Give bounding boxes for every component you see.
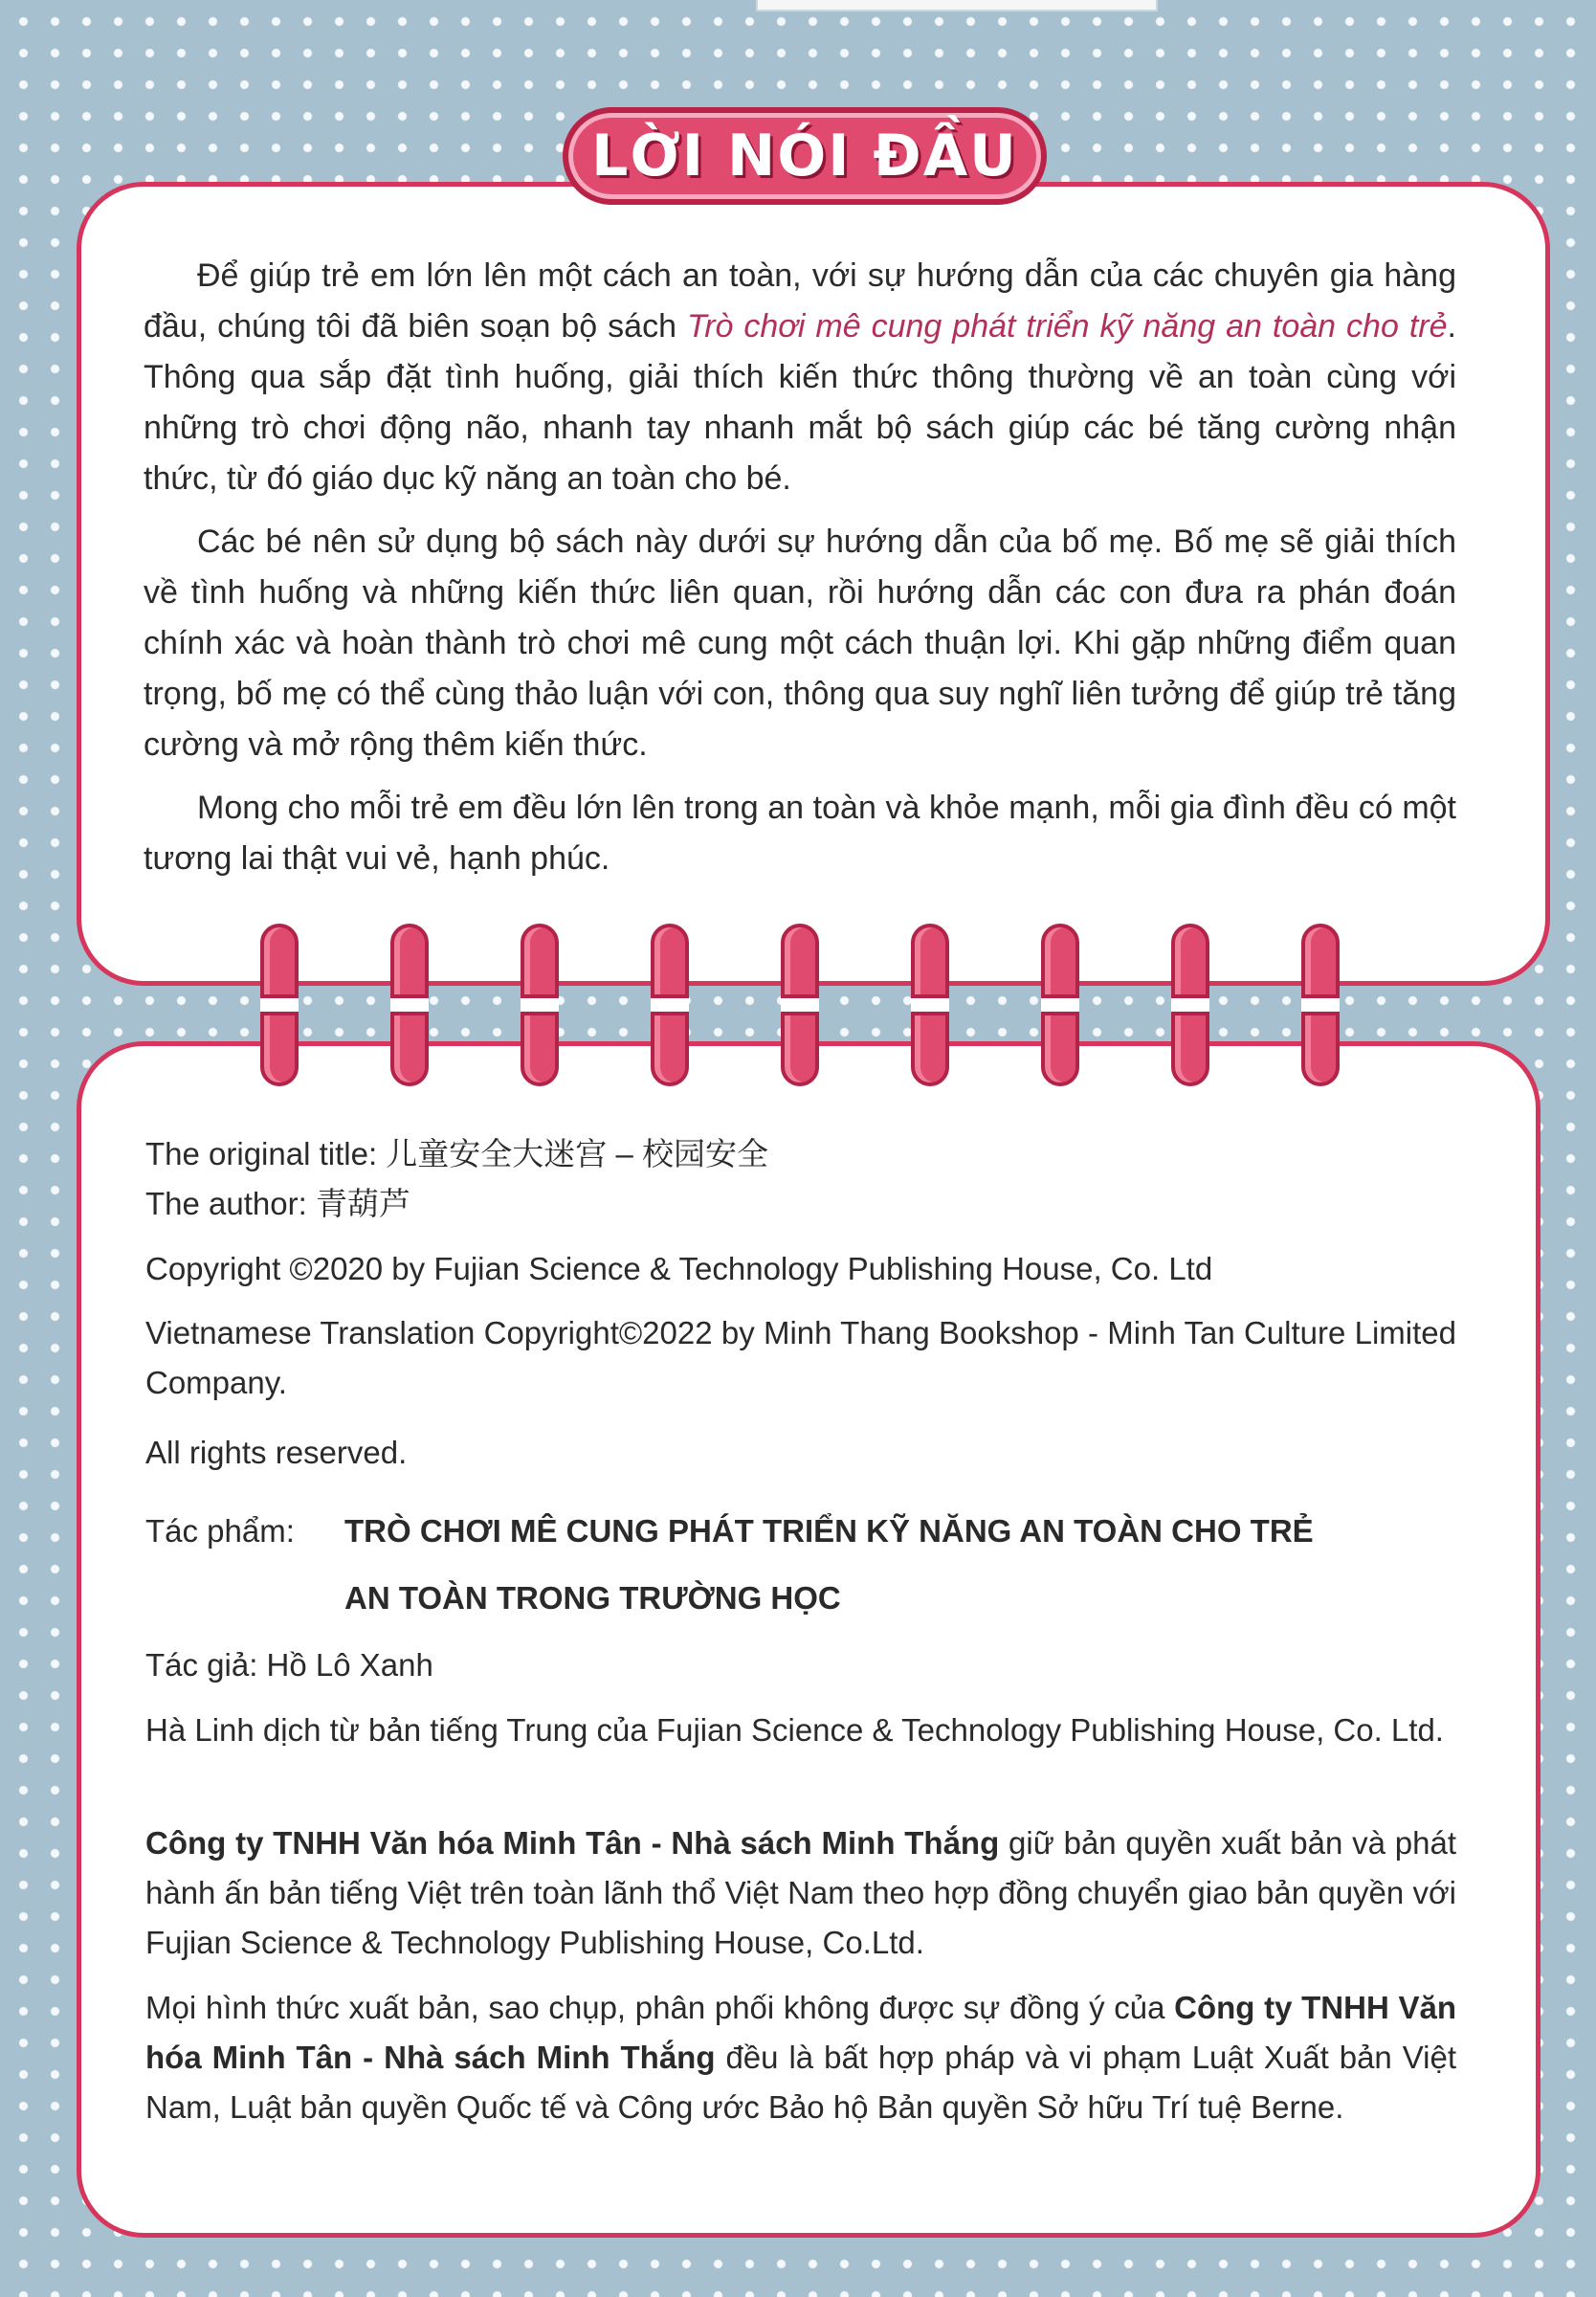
preface-title-badge	[563, 107, 1047, 205]
top-paper-strip	[756, 0, 1158, 11]
publisher-name: Công ty TNHH Văn hóa Minh Tân - Nhà sách Minh Thắng	[145, 1825, 1000, 1861]
preface-paragraph-3: Mong cho mỗi trẻ em đều lớn lên trong an toàn và khỏe mạnh, mỗi gia đình đều có một tương lai thật vui vẻ, hạnh phúc.	[144, 790, 1456, 877]
copyright-line: Copyright ©2020 by Fujian Science & Technology Publishing House, Co. Ltd	[145, 1251, 1213, 1286]
rights-line: All rights reserved.	[145, 1435, 408, 1470]
warning-paragraph	[145, 1983, 1456, 2132]
preface-paragraph-2: Các bé nên sử dụng bộ sách này dưới sự hướng dẫn của bố mẹ. Bố mẹ sẽ giải thích về tình huống và những kiến thức liên quan, rồi hướng dẫn các con đưa ra phán đoán chính xác và hoàn thành trò chơi mê cung một cách thuận lợi. Khi gặp những điểm quan trọng, bố mẹ có thể cùng thảo luận với con, thông qua suy nghĩ liên tưởng để giúp trẻ tăng cường và mở rộng thêm kiến thức.	[144, 524, 1456, 763]
license-text: giữ bản quyền xuất bản và phát hành ấn bản tiếng Việt trên toàn lãnh thổ Việt Nam theo hợp đồng chuyển giao bản quyền với Fujian Science & Technology Publishing House, Co.Ltd.	[145, 1825, 1456, 1960]
vietnamese-author-line: Tác giả: Hồ Lô Xanh	[145, 1647, 433, 1683]
license-paragraph	[145, 1818, 1456, 1968]
book-series-title: Trò chơi mê cung phát triển kỹ năng an toàn cho trẻ	[686, 308, 1448, 345]
translation-copyright: Vietnamese Translation Copyright©2022 by Minh Thang Bookshop - Minh Tan Culture Limited Company.	[145, 1315, 1456, 1400]
translator-line: Hà Linh dịch từ bản tiếng Trung của Fujian Science & Technology Publishing House, Co. Ltd.	[145, 1712, 1444, 1748]
warning-text-start: Mọi hình thức xuất bản, sao chụp, phân phối không được sự đồng ý của	[145, 1990, 1175, 2025]
work-label: Tác phẩm:	[145, 1513, 295, 1549]
original-author-line: The author: 青葫芦	[145, 1186, 410, 1221]
page-title: LỜI NÓI ĐẦU	[591, 123, 1018, 190]
preface-p1-text: Để giúp trẻ em lớn lên một cách an toàn, với sự hướng dẫn của các chuyên gia hàng đầu, chúng tôi đã biên soạn bộ sách	[144, 257, 1456, 345]
work-title-line-2: AN TOÀN TRONG TRƯỜNG HỌC	[344, 1580, 841, 1616]
work-title-line-1: TRÒ CHƠI MÊ CUNG PHÁT TRIỂN KỸ NĂNG AN TOÀN CHO TRẺ	[344, 1513, 1314, 1549]
warning-text-end: đều là bất hợp pháp và vi phạm Luật Xuất bản Việt Nam, Luật bản quyền Quốc tế và Công ước Bảo hộ Bản quyền Sở hữu Trí tuệ Berne.	[145, 2040, 1456, 2125]
original-title-line: The original title: 儿童安全大迷宫 – 校园安全	[145, 1136, 768, 1171]
preface-paragraph-1	[144, 251, 1456, 504]
preface-p1-text-end: . Thông qua sắp đặt tình huống, giải thích kiến thức thông thường về an toàn cùng với những trò chơi động não, nhanh tay nhanh mắt bộ sách giúp các bé tăng cường nhận thức, từ đó giáo dục kỹ năng an toàn cho bé.	[144, 308, 1456, 497]
warning-publisher-name: Công ty TNHH Văn hóa Minh Tân - Nhà sách Minh Thắng	[145, 1990, 1456, 2075]
